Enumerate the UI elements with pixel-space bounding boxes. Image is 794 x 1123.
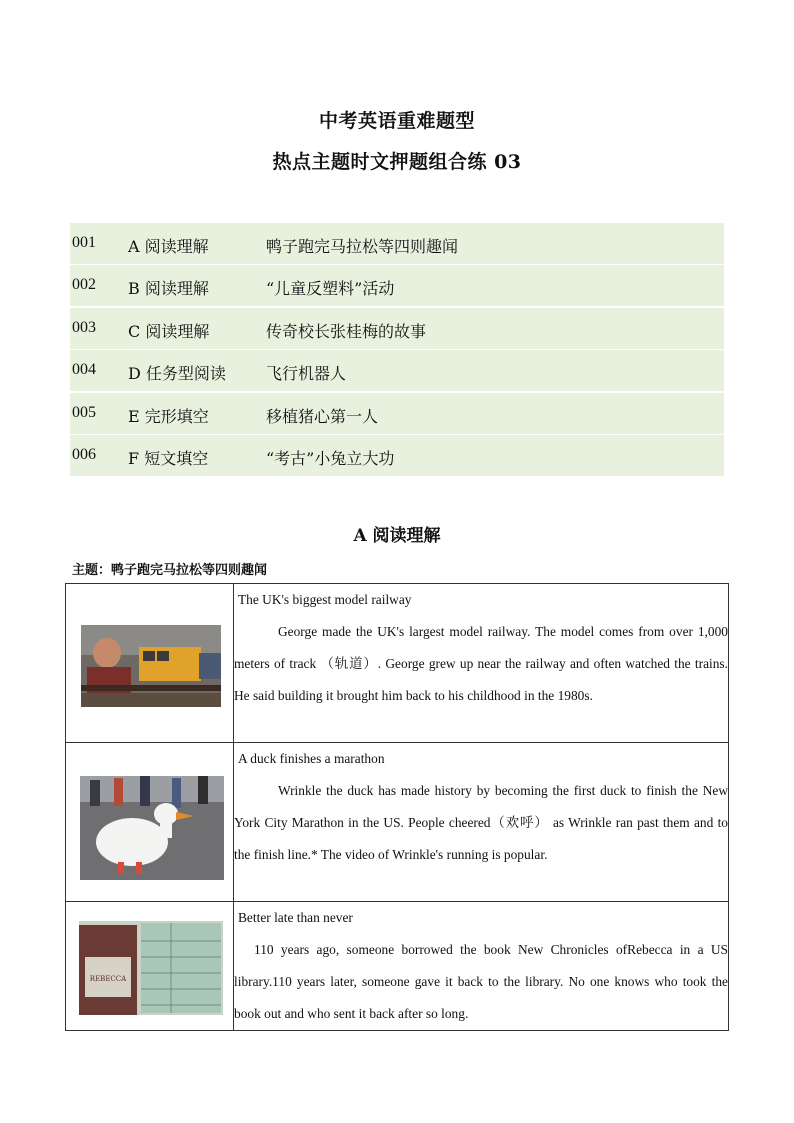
toc-topic: 鸭子跑完马拉松等四则趣闻 xyxy=(266,237,459,256)
toc-topic: “儿童反塑料”活动 xyxy=(266,279,395,299)
article-cell xyxy=(234,743,729,902)
library-book-photo xyxy=(79,921,223,1015)
page-subtitle: 热点主题时文押题组合练 03 xyxy=(272,151,522,173)
toc-number: 001 xyxy=(72,234,96,251)
toc-type: B 阅读理解 xyxy=(128,279,209,299)
toc-row xyxy=(70,223,724,264)
toc-number: 002 xyxy=(72,276,96,294)
toc-topic: 飞行机器人 xyxy=(266,364,347,384)
toc-topic: 移植猪心第一人 xyxy=(266,406,379,426)
article-body: George made the UK's largest model railway. The model comes from over 1,000 meters of track （轨道）. George grew up near the railway and often watched the trains. He said building it brought him back to his childhood in the 1980s. xyxy=(234,624,728,703)
photo-cell xyxy=(66,584,234,743)
model-railway-image xyxy=(81,625,221,707)
articles-table xyxy=(65,583,729,1031)
toc-row xyxy=(70,350,724,391)
section-title: A 阅读理解 xyxy=(353,526,441,546)
book-cover-label: REBECCA xyxy=(89,975,127,983)
duck-marathon-image xyxy=(80,776,224,880)
toc-number: 005 xyxy=(72,403,96,421)
article-body: Wrinkle the duck has made history by becoming the first duck to finish the New York City Marathon in the US. People cheered（欢呼） as Wrinkle ran past them and to the finish line.* The video of Wrinkle's running is popular. xyxy=(234,783,728,862)
section-theme: 主题：鸭子跑完马拉松等四则趣闻 xyxy=(72,563,268,578)
model-railway-photo xyxy=(81,625,221,707)
toc-type: E 完形填空 xyxy=(128,406,209,426)
article-body: 110 years ago, someone borrowed the book New Chronicles ofRebecca in a US library.110 years later, someone gave it back to the library. No one knows who took the book out and who sent it back after so long. xyxy=(234,942,728,1021)
toc-row xyxy=(70,393,724,434)
toc-number: 006 xyxy=(72,445,96,463)
toc-type: F 短文填空 xyxy=(128,448,209,468)
toc-type: C 阅读理解 xyxy=(128,321,210,341)
toc-topic: 传奇校长张桂梅的故事 xyxy=(266,321,427,341)
toc-type: D 任务型阅读 xyxy=(128,364,226,384)
table-row xyxy=(66,902,729,1031)
table-of-contents xyxy=(70,223,724,477)
toc-number: 003 xyxy=(72,318,96,336)
toc-row xyxy=(70,265,724,306)
article-title: The UK's biggest model railway xyxy=(238,592,412,607)
toc-number: 004 xyxy=(72,361,96,379)
page-title: 中考英语重难题型 xyxy=(318,110,475,132)
toc-row xyxy=(70,435,724,476)
table-row xyxy=(66,743,729,902)
photo-cell xyxy=(66,902,234,1031)
toc-type: A 阅读理解 xyxy=(128,237,209,256)
library-book-image xyxy=(79,921,223,1015)
table-row xyxy=(66,584,729,743)
toc-topic: “考古”小兔立大功 xyxy=(266,448,395,468)
article-title: Better late than never xyxy=(238,910,353,925)
article-cell xyxy=(234,902,729,1031)
toc-row xyxy=(70,308,724,349)
article-title: A duck finishes a marathon xyxy=(238,751,385,766)
article-cell xyxy=(234,584,729,743)
duck-marathon-photo xyxy=(80,776,224,880)
photo-cell xyxy=(66,743,234,902)
